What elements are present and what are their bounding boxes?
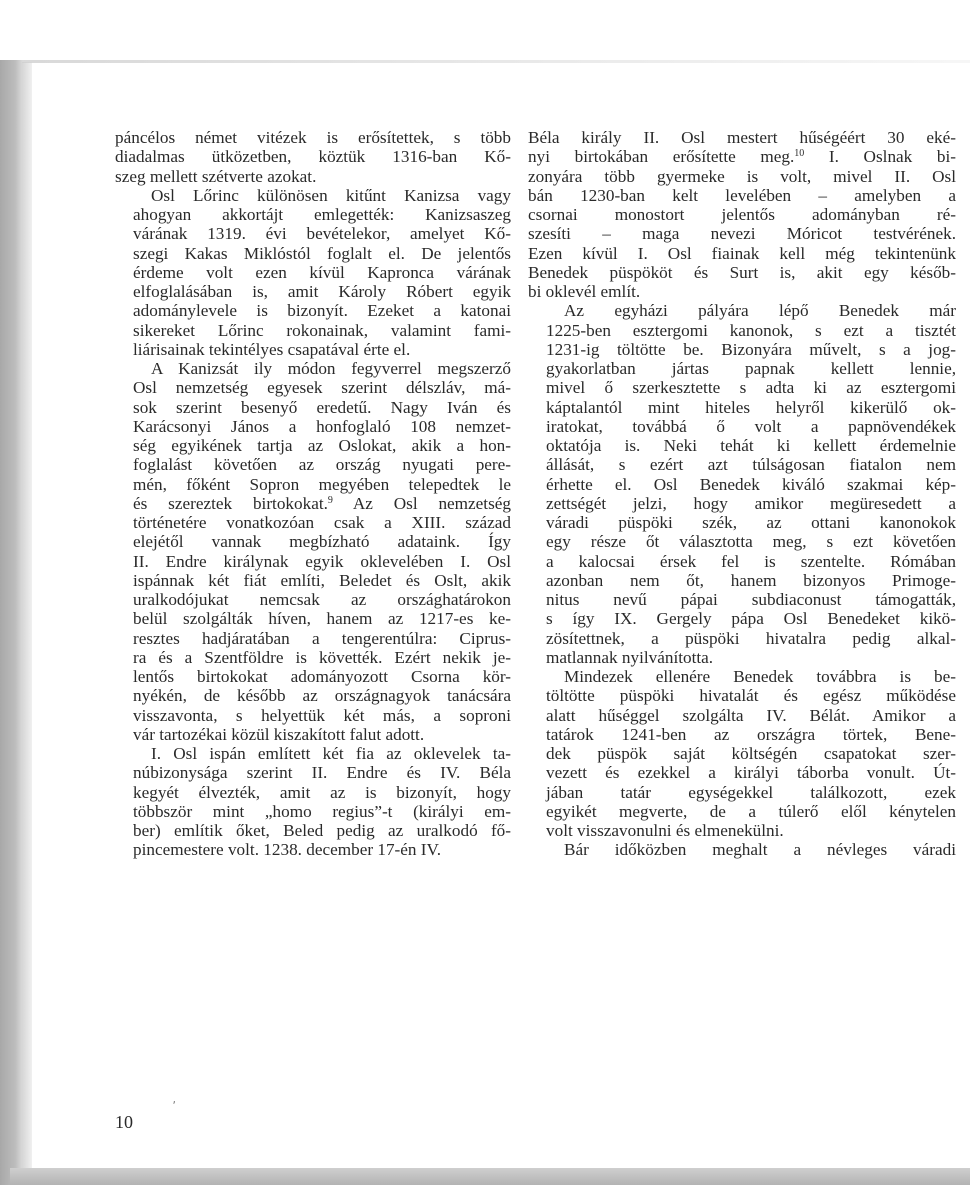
text-line: szegi Kakas Miklóstól foglalt el. De jelentős bbox=[133, 243, 511, 263]
text-line: pincemestere volt. 1238. december 17-én IV. bbox=[133, 840, 441, 860]
text-line: és szereztek birtokokat.$^9$ Az Osl nemzetség bbox=[133, 493, 511, 513]
paragraph bbox=[115, 359, 511, 744]
text-line: zettségét jelzi, hogy amikor megüresedett a bbox=[546, 493, 956, 513]
text-line: resztes hadjáratában a tengerentúlra: Ciprus- bbox=[133, 628, 511, 648]
text-line: Karácsonyi János a honfoglaló 108 nemzet- bbox=[133, 416, 511, 436]
text-line: belül szolgálták híven, hanem az 1217-es ke- bbox=[133, 609, 511, 629]
text-line: jában tatár egységekkel találkozott, ezek bbox=[546, 782, 956, 802]
footnote-marker: 9 bbox=[327, 494, 333, 506]
text-line: a kalocsai érsek fel is szentelte. Rómában bbox=[546, 551, 956, 571]
text-line: kegyét élvezték, amit az is bizonyít, hogy bbox=[133, 782, 511, 802]
text-line: visszavonta, s helyettük két más, a soproni bbox=[133, 705, 511, 725]
text-line: 1225-ben esztergomi kanonok, s ezt a tisztét bbox=[546, 320, 956, 340]
text-line: 1231-ig töltötte be. Bizonyára művelt, s a jog- bbox=[546, 339, 956, 359]
text-line: szeg mellett szétverte azokat. bbox=[115, 166, 317, 186]
text-line: nyékén, de később az országnagyok tanácsára bbox=[133, 686, 511, 706]
text-line: A Kanizsát ily módon fegyverrel megszerző bbox=[151, 359, 511, 378]
text-line: sok szerint besenyő eredetű. Nagy Iván és bbox=[133, 397, 511, 417]
text-line: ahogyan akkortájt emlegették: Kanizsaszeg bbox=[133, 205, 511, 224]
text-line: ség egyikének tartja az Oslokat, akik a hon- bbox=[133, 436, 511, 455]
text-line: bán 1230-ban kelt levelében – amelyben a bbox=[528, 185, 956, 205]
text-line: csornai monostort jelentős adományban ré- bbox=[528, 205, 956, 224]
paragraph bbox=[115, 744, 511, 860]
text-line: páncélos német vitézek is erősítettek, s több bbox=[115, 128, 511, 147]
text-line: nyi birtokában erősítette meg.$^{10}$ I. Oslnak bi- bbox=[528, 147, 956, 167]
text-line: érdeme volt ezen kívül Kapronca várának bbox=[133, 262, 511, 282]
text-line: ra és a Szentföldre is követték. Ezért nekik je- bbox=[133, 647, 511, 667]
scan-edge-left bbox=[0, 60, 22, 1185]
text-line: elejétől vannak megbízható adataink. Így bbox=[133, 532, 511, 552]
text-line: töltötte püspöki hivatalát és egész működése bbox=[546, 686, 956, 706]
text-line: Béla király II. Osl mestert hűségéért 30 eké- bbox=[528, 128, 956, 147]
paragraph bbox=[528, 301, 956, 667]
text-line: Mindezek ellenére Benedek továbbra is be- bbox=[564, 667, 956, 686]
scan-edge-bottom bbox=[10, 1168, 970, 1185]
paragraph bbox=[115, 128, 511, 186]
text-line: vezett és ezekkel a királyi táborba vonult. Út- bbox=[546, 763, 956, 783]
text-line: elfoglalásában is, amit Károly Róbert egyik bbox=[133, 282, 511, 301]
text-line: gyakorlatban jártas papnak kellett lennie, bbox=[546, 359, 956, 378]
scan-edge-left-inner bbox=[22, 62, 32, 1172]
text-line: vár tartozékai közül kiszakított falut adott. bbox=[133, 724, 425, 744]
paragraph bbox=[528, 128, 956, 301]
paragraph bbox=[528, 667, 956, 840]
text-line: mén, főként Sopron megyében telepedtek le bbox=[133, 474, 511, 494]
text-line: sikereket Lőrinc rokonainak, valamint fami- bbox=[133, 320, 511, 340]
text-line: Bár időközben meghalt a névleges váradi bbox=[564, 840, 956, 860]
left-text-column bbox=[115, 128, 511, 860]
paragraph bbox=[528, 840, 956, 859]
stray-mark: ʹ bbox=[173, 1098, 176, 1112]
text-line: történetére vonatkozóan csak a XIII. század bbox=[133, 513, 511, 532]
text-line: zonyára több gyermeke is volt, mivel II. Osl bbox=[528, 166, 956, 186]
text-line: szesíti – maga nevezi Móricot testvérének. bbox=[528, 224, 956, 244]
text-line: ispánnak két fiát említi, Beledet és Oslt, akik bbox=[133, 570, 511, 590]
footnote-marker: 10 bbox=[794, 148, 805, 160]
text-line: foglalást követően az ország nyugati pere- bbox=[133, 455, 511, 475]
text-line: s így IX. Gergely pápa Osl Benedeket kikö- bbox=[546, 609, 956, 629]
text-line: ber) említik őket, Beled pedig az uralkodó fő- bbox=[133, 821, 511, 840]
text-line: diadalmas ütközetben, köztük 1316-ban Kő- bbox=[115, 147, 511, 167]
text-line: Az egyházi pályára lépő Benedek már bbox=[564, 301, 956, 321]
paragraph bbox=[115, 186, 511, 359]
text-line: nitus nevű pápai subdiaconust támogatták, bbox=[546, 590, 956, 609]
text-line: zösítettnek, a püspöki hivatalra pedig alkal- bbox=[546, 628, 956, 648]
right-text-column bbox=[528, 128, 956, 860]
text-line: káptalantól mint hiteles helyről kikerülő ok- bbox=[546, 397, 956, 417]
text-line: többször mint „homo regius”-t (királyi em- bbox=[133, 801, 511, 821]
text-line: érhette el. Osl Benedek kiváló szakmai kép- bbox=[546, 474, 956, 494]
text-line: váradi püspöki szék, az ottani kanonokok bbox=[546, 513, 956, 532]
text-line: mivel ő szerkesztette s adta ki az esztergomi bbox=[546, 378, 956, 398]
text-line: Ezen kívül I. Osl fiainak kell még tekintenünk bbox=[528, 243, 956, 263]
text-line: volt visszavonulni és elmenekülni. bbox=[546, 821, 784, 840]
text-line: lentős birtokokat adományozott Csorna kör- bbox=[133, 667, 511, 686]
page-number: 10 bbox=[115, 1112, 133, 1132]
text-line: Benedek püspököt és Surt is, akit egy későb- bbox=[528, 262, 956, 282]
text-line: II. Endre királynak egyik oklevelében I. Osl bbox=[133, 551, 511, 571]
text-line: várának 1319. évi bevételekor, amelyet Kő- bbox=[133, 224, 511, 244]
text-line: tatárok 1241-ben az országra törtek, Bene- bbox=[546, 724, 956, 744]
text-line: állását, s ezért azt túlságosan fiatalon nem bbox=[546, 455, 956, 475]
text-line: Osl Lőrinc különösen kitűnt Kanizsa vagy bbox=[151, 185, 511, 205]
text-line: núbizonysága szerint II. Endre és IV. Béla bbox=[133, 763, 511, 783]
text-line: bi oklevél említ. bbox=[528, 282, 641, 301]
text-line: liárisainak tekintélyes csapatával érte el. bbox=[133, 339, 411, 359]
text-line: I. Osl ispán említett két fia az oklevelek ta- bbox=[151, 744, 511, 763]
text-line: uralkodójukat nemcsak az országhatárokon bbox=[133, 590, 511, 609]
text-line: adománylevele is bizonyít. Ezeket a katonai bbox=[133, 301, 511, 321]
text-line: oktatója is. Neki tehát ki kellett érdemelnie bbox=[546, 436, 956, 455]
text-line: azonban nem őt, hanem bizonyos Primoge- bbox=[546, 570, 956, 590]
text-line: egy része őt választotta meg, s ezt követően bbox=[546, 532, 956, 552]
text-line: Osl nemzetség egyesek szerint délszláv, má- bbox=[133, 378, 511, 398]
text-line: iratokat, továbbá ő volt a papnövendékek bbox=[546, 416, 956, 436]
text-line: egyikét megverte, de a túlerő elől kénytelen bbox=[546, 801, 956, 821]
scan-edge-top bbox=[22, 60, 970, 63]
text-line: alatt hűséggel szolgálta IV. Bélát. Amikor a bbox=[546, 705, 956, 725]
text-line: dek püspök saját költségén csapatokat szer- bbox=[546, 744, 956, 763]
text-line: matlannak nyilvánította. bbox=[546, 647, 714, 667]
